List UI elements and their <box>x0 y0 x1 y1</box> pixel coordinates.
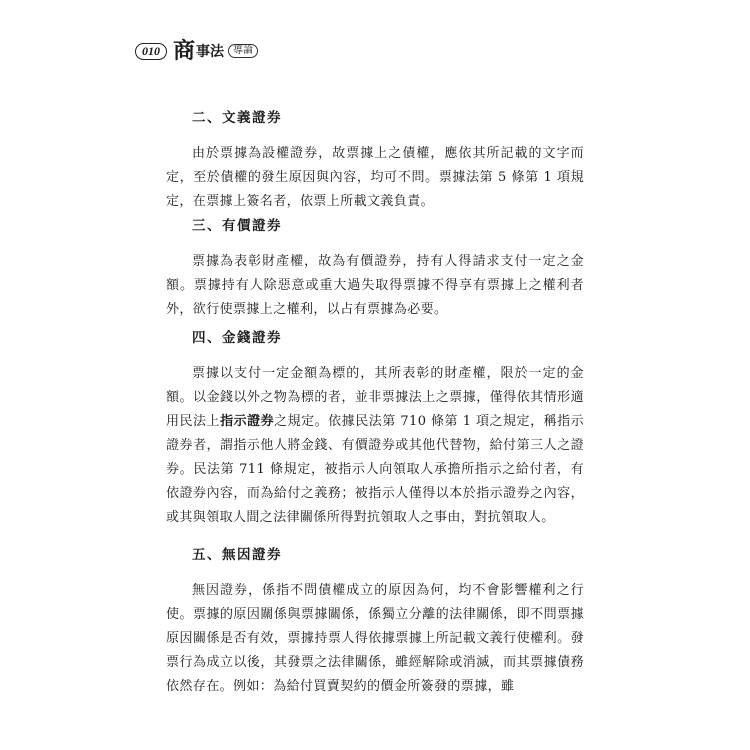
section-paragraph-literal-security: 由於票據為設權證券，故票據上之債權，應依其所記載的文字而定，至於債權的發生原因與內容，均可不問。票據法第 5 條第 1 項規定，在票據上簽名者，依票上所載文義負責。 <box>166 146 584 209</box>
section-paragraph-abstract-security: 無因證券，係指不問債權成立的原因為何，均不會影響權利之行使。票據的原因關係與票據關係，係獨立分離的法律關係，即不問票據原因關係是否有效，票據持票人得依據票據上所記載文義行使權利。發票行為成立以後，其發票之法律關係，雖經解除或消滅，而其票據債務依然存在。例如：為給付買賣契約的價金所簽發的票據，雖 <box>166 583 584 694</box>
section-paragraph-valuable-security: 票據為表彰財產權，故為有價證券，持有人得請求支付一定之金額。票據持有人除惡意或重大過失取得票據不得享有票據上之權利者外，欲行使票據上之權利，以占有票據為必要。 <box>166 254 584 317</box>
emphasized-term: 指示證券 <box>220 414 275 429</box>
book-title-rest: 事法 <box>196 44 225 60</box>
book-subtitle-badge: 導論 <box>228 44 258 58</box>
section-paragraph-money-security <box>166 362 584 530</box>
section-heading-abstract-security: 五、無因證券 <box>192 547 282 563</box>
page-number: 010 <box>135 43 167 60</box>
running-head <box>135 39 258 63</box>
book-title-first-char: 商 <box>173 38 196 64</box>
section-heading-valuable-security: 三、有價證券 <box>192 218 282 234</box>
section-heading-money-security: 四、金錢證券 <box>192 330 282 346</box>
paragraph-text-after: 之規定。依據民法第 710 條第 1 項之規定，稱指示證券者，謂指示他人將金錢、有價證券或其他代替物，給付第三人之證券。民法第 711 條規定，被指示人向領取人承擔所指示之給付者，有依證券內容，而為給付之義務；被指示人僅得以本於指示證券之內容，或其與領取人間之法律關係所得對抗領取人之事由，對抗領取人。 <box>166 414 585 525</box>
paragraph-text-before: 票據以支付一定金額為標的，其所表彰的財產權，限於一定的金額。以金錢以外之物為標的者，並非票據法上之票據，僅得依其情形適用民法上 <box>166 366 584 429</box>
section-heading-literal-security: 二、文義證券 <box>192 110 282 126</box>
